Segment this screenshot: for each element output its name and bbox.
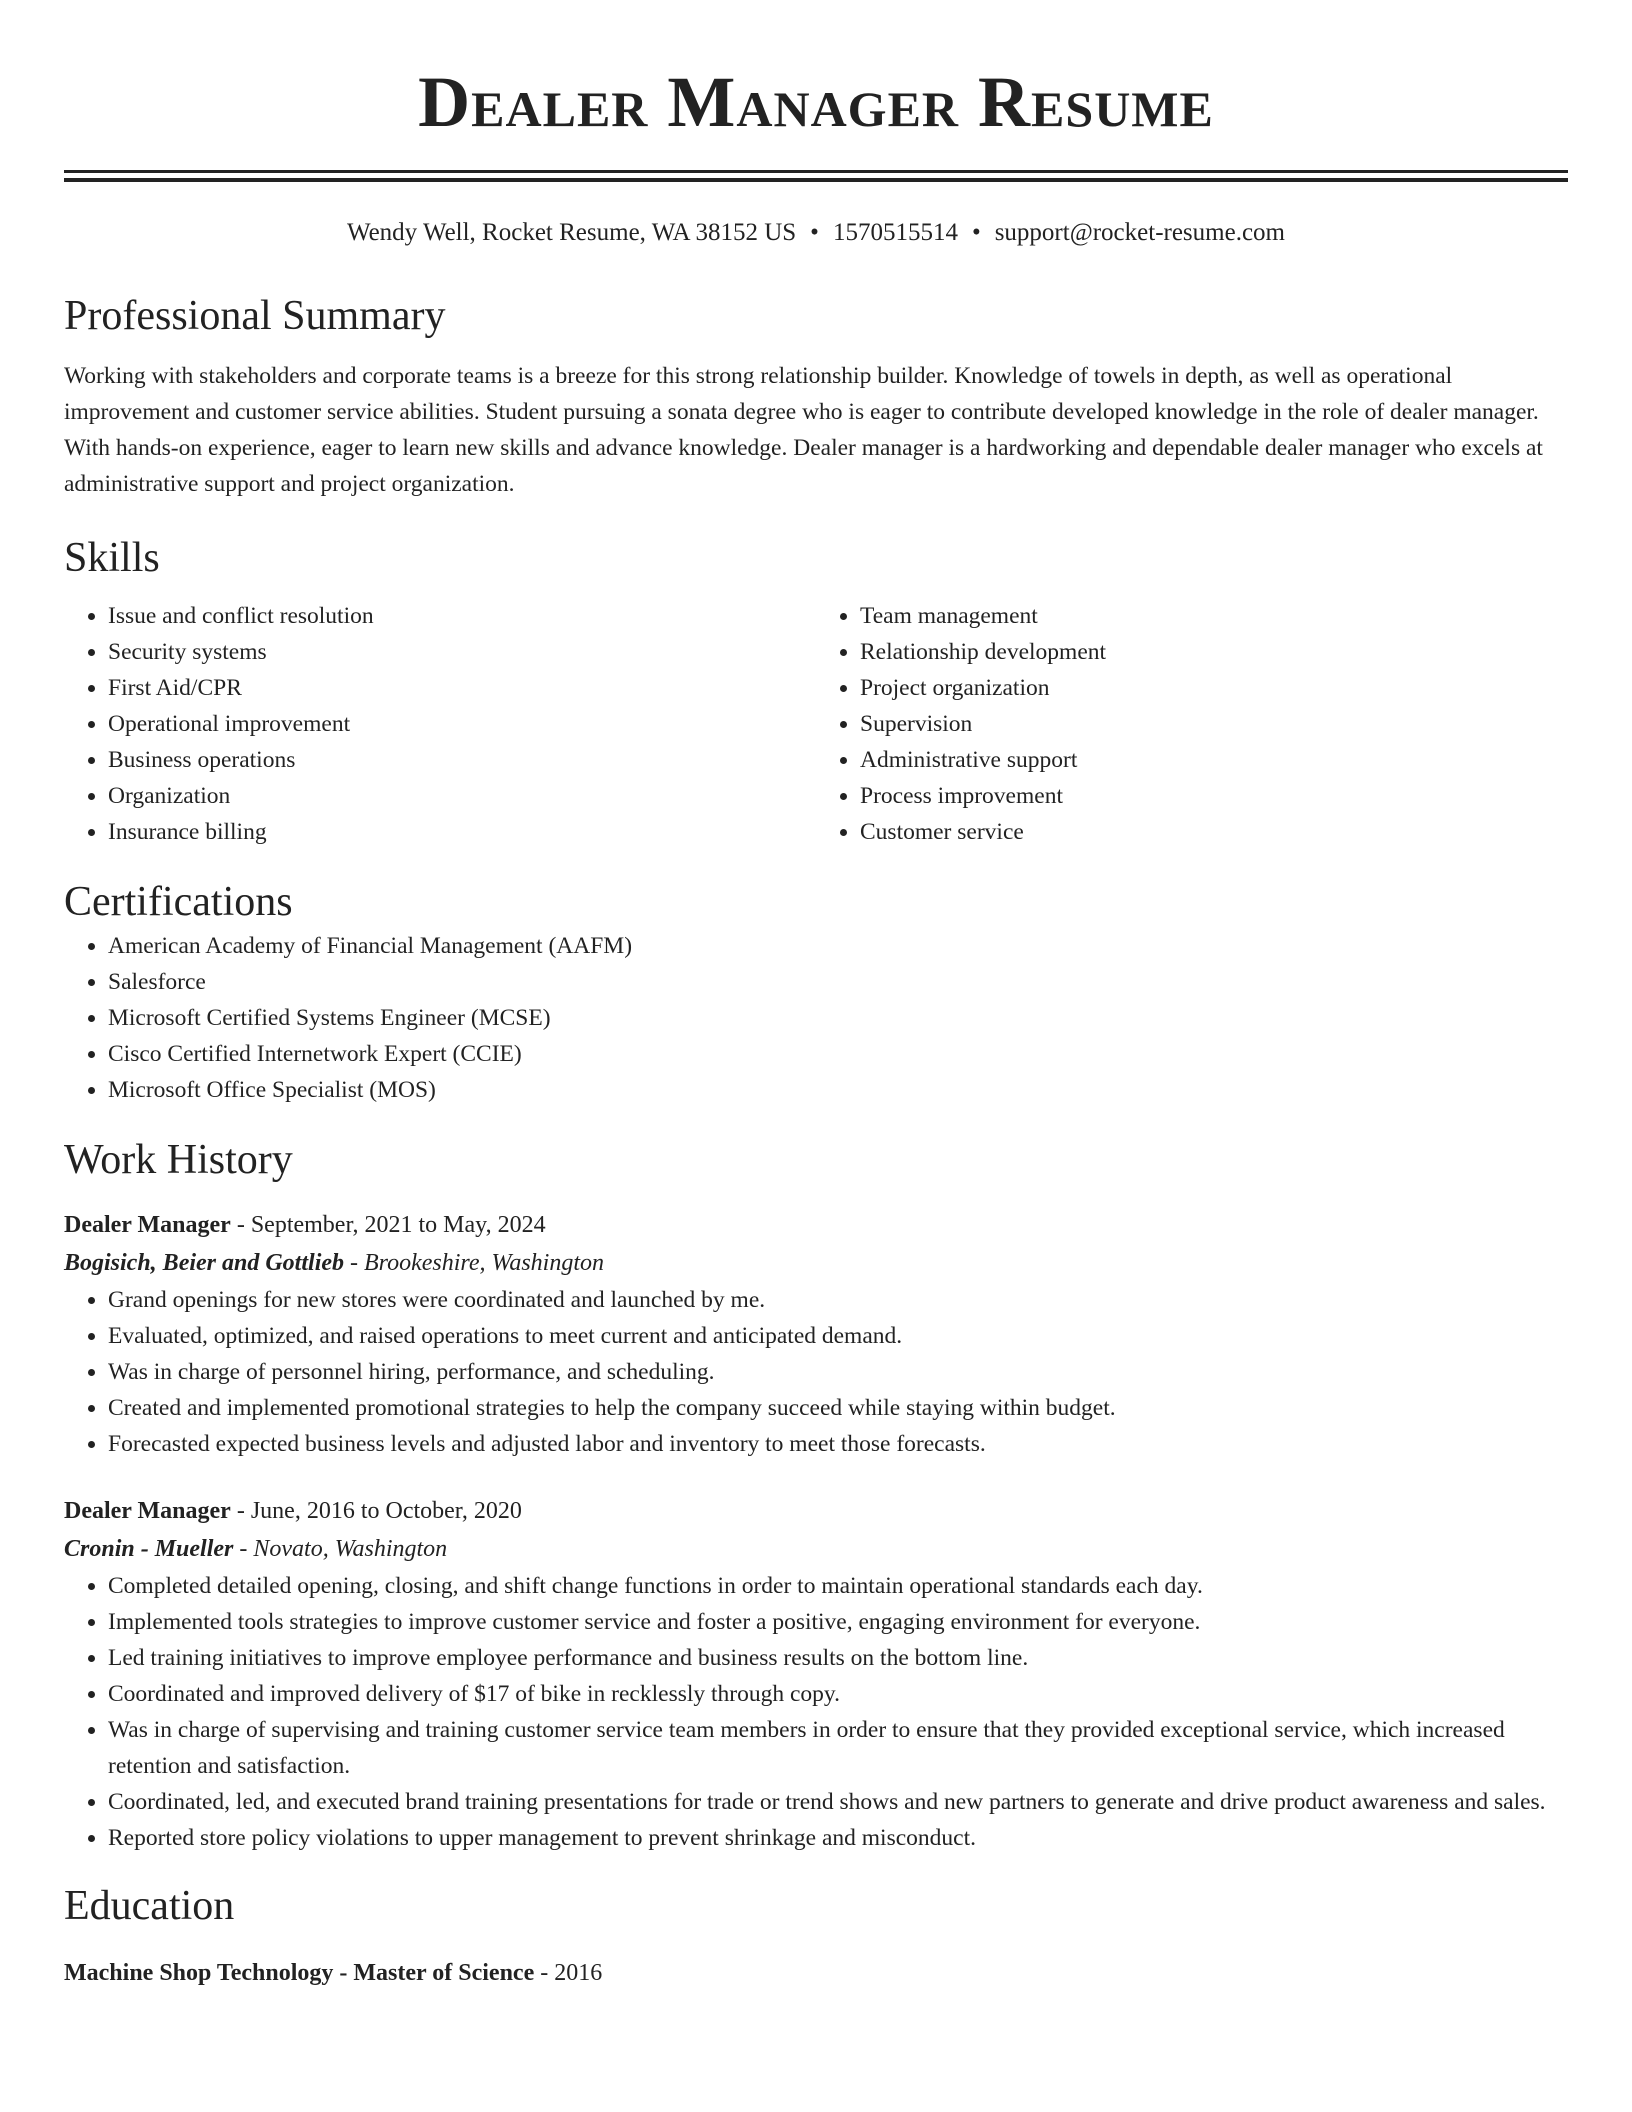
skill-item: • Administrative support: [860, 742, 1568, 778]
job-bullet: • Was in charge of supervising and training customer service team members in order to ensure that they provided exceptional service, which increased retention and satisfaction.: [108, 1712, 1568, 1784]
skills-list-left: [64, 598, 816, 850]
summary-text: Working with stakeholders and corporate teams is a breeze for this strong relationship builder. Knowledge of towels in depth, as well as operational improvement and customer service abilities. Student pursuing a sonata degree who is eager to contribute developed knowledge in the role of dealer manager. With hands-on experience, eager to learn new skills and advance knowledge. Dealer manager is a hardworking and dependable dealer manager who excels at administrative support and project organization.: [64, 363, 1543, 497]
skill-item: • Process improvement: [860, 778, 1568, 814]
education-degree: Machine Shop Technology - Master of Science: [64, 1960, 535, 1986]
education-year: - 2016: [534, 1960, 603, 1986]
job-title: Dealer Manager: [64, 1212, 231, 1238]
skill-item: • Team management: [860, 598, 1568, 634]
certification-item: • Microsoft Office Specialist (MOS): [108, 1072, 1568, 1108]
job-bullet-list: [64, 1282, 1568, 1462]
job-bullet: • Reported store policy violations to upper management to prevent shrinkage and misconduct.: [108, 1820, 1568, 1856]
certification-item: • Microsoft Certified Systems Engineer (MCSE): [108, 1000, 1568, 1036]
skill-item: • Relationship development: [860, 634, 1568, 670]
job-company: Cronin - Mueller: [64, 1536, 234, 1562]
skill-item: • First Aid/CPR: [108, 670, 816, 706]
job-bullet: • Led training initiatives to improve employee performance and business results on the bottom line.: [108, 1640, 1568, 1676]
skill-item: • Insurance billing: [108, 814, 816, 850]
skills-list-right: [816, 598, 1568, 850]
job-entry: [64, 1206, 1568, 1462]
skill-item: • Business operations: [108, 742, 816, 778]
skills-heading: Skills: [64, 535, 160, 581]
job-company: Bogisich, Beier and Gottlieb: [64, 1250, 345, 1276]
education-entry: [64, 1954, 1568, 1992]
contact-email: support@rocket-resume.com: [994, 219, 1285, 246]
job-title-line: [64, 1206, 1568, 1244]
contact-line: [64, 216, 1568, 250]
skill-item: • Operational improvement: [108, 706, 816, 742]
job-company-line: [64, 1244, 1568, 1282]
job-bullet: • Coordinated and improved delivery of $17 of bike in recklessly through copy.: [108, 1676, 1568, 1712]
skill-item: • Project organization: [860, 670, 1568, 706]
certification-item: • Salesforce: [108, 964, 1568, 1000]
work-history-heading: Work History: [64, 1137, 293, 1183]
job-title-line: [64, 1492, 1568, 1530]
job-bullet: • Forecasted expected business levels and adjusted labor and inventory to meet those forecasts.: [108, 1426, 1568, 1462]
job-dates: - September, 2021 to May, 2024: [230, 1212, 546, 1238]
job-entry: [64, 1492, 1568, 1856]
skill-item: • Supervision: [860, 706, 1568, 742]
job-bullet: • Was in charge of personnel hiring, performance, and scheduling.: [108, 1354, 1568, 1390]
contact-separator: •: [810, 219, 819, 246]
page-title: Dealer Manager Resume: [418, 62, 1214, 142]
certifications-heading: Certifications: [64, 879, 293, 925]
certifications-list: [64, 928, 1568, 1108]
skill-item: • Organization: [108, 778, 816, 814]
job-bullet: • Created and implemented promotional strategies to help the company succeed while staying within budget.: [108, 1390, 1568, 1426]
title-double-rule: [64, 170, 1568, 182]
certification-item: • Cisco Certified Internetwork Expert (CCIE): [108, 1036, 1568, 1072]
job-location: - Novato, Washington: [233, 1536, 448, 1562]
job-company-line: [64, 1530, 1568, 1568]
job-bullet-list: [64, 1568, 1568, 1856]
job-dates: - June, 2016 to October, 2020: [230, 1498, 522, 1524]
education-heading: Education: [64, 1883, 235, 1929]
job-location: - Brookeshire, Washington: [344, 1250, 604, 1276]
skill-item: • Security systems: [108, 634, 816, 670]
contact-phone: 1570515514: [832, 219, 958, 246]
job-bullet: • Coordinated, led, and executed brand training presentations for trade or trend shows and new partners to generate and drive product awareness and sales.: [108, 1784, 1568, 1820]
contact-separator: •: [971, 219, 981, 246]
summary-heading: Professional Summary: [64, 293, 446, 339]
skills-columns: [64, 598, 1568, 850]
contact-address: Wendy Well, Rocket Resume, WA 38152 US: [346, 219, 797, 246]
job-title: Dealer Manager: [64, 1498, 231, 1524]
job-bullet: • Grand openings for new stores were coordinated and launched by me.: [108, 1282, 1568, 1318]
job-bullet: • Evaluated, optimized, and raised operations to meet current and anticipated demand.: [108, 1318, 1568, 1354]
certification-item: • American Academy of Financial Management (AAFM): [108, 928, 1568, 964]
skill-item: • Issue and conflict resolution: [108, 598, 816, 634]
job-bullet: • Completed detailed opening, closing, and shift change functions in order to maintain operational standards each day.: [108, 1568, 1568, 1604]
skill-item: • Customer service: [860, 814, 1568, 850]
job-bullet: • Implemented tools strategies to improve customer service and foster a positive, engaging environment for everyone.: [108, 1604, 1568, 1640]
